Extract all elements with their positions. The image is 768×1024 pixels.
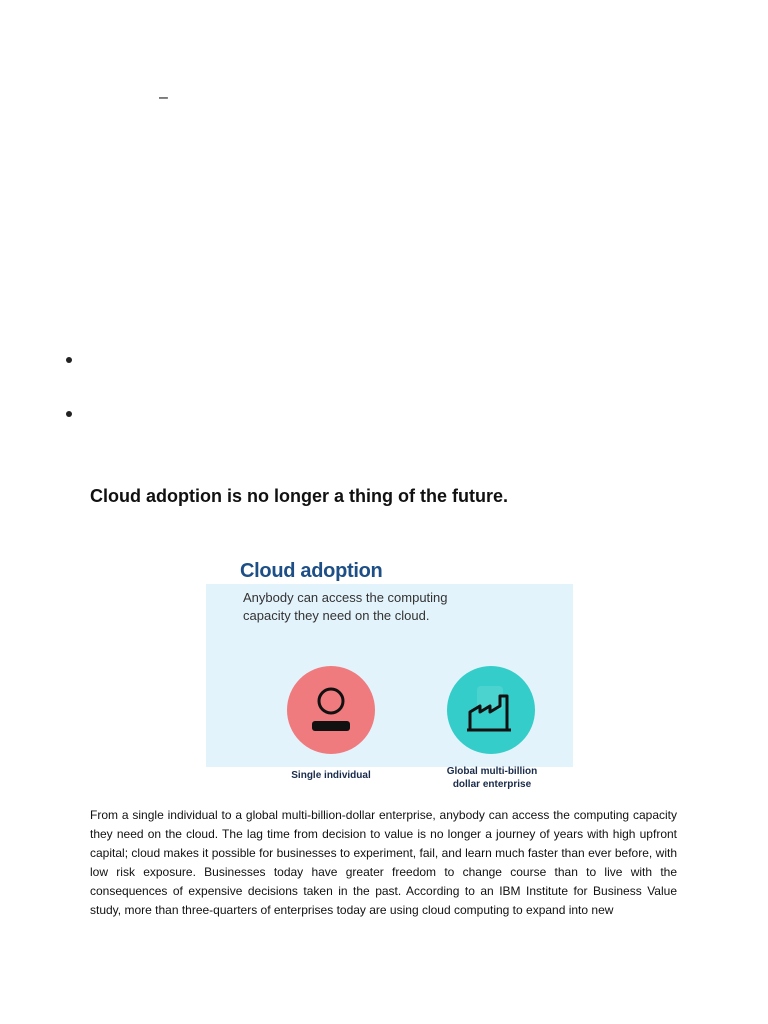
person-icon — [287, 666, 375, 754]
section-heading: Cloud adoption is no longer a thing of the future. — [90, 486, 508, 506]
empty-bullet — [66, 411, 72, 417]
figure-panel — [206, 584, 573, 790]
figure-title: Cloud adoption — [240, 560, 383, 582]
figure-subtitle: Anybody can access the computing capacity they need on the cloud. — [243, 590, 448, 623]
empty-bullet — [66, 357, 72, 363]
dash-mark: – — [159, 89, 168, 106]
enterprise-label: Global multi-billion dollar enterprise — [446, 766, 538, 790]
cloud-adoption-figure — [206, 556, 573, 790]
body-paragraph: From a single individual to a global multi-billion-dollar enterprise, anybody can access the computing capacity they need on the cloud. The lag time from decision to value is no longer a journey of years with high upfront capital; cloud makes it possible for businesses to experiment, fail, and learn much faster than ever before, with low risk exposure. Businesses today have greater freedom to change course than to live with the consequences of expensive decisions taken in the past. According to an IBM Institute for Business Value study, more than three-quarters of enterprises today are using cloud computing to expand into new — [90, 808, 677, 917]
single-individual-label: Single individual — [291, 770, 371, 781]
factory-icon — [447, 666, 535, 754]
